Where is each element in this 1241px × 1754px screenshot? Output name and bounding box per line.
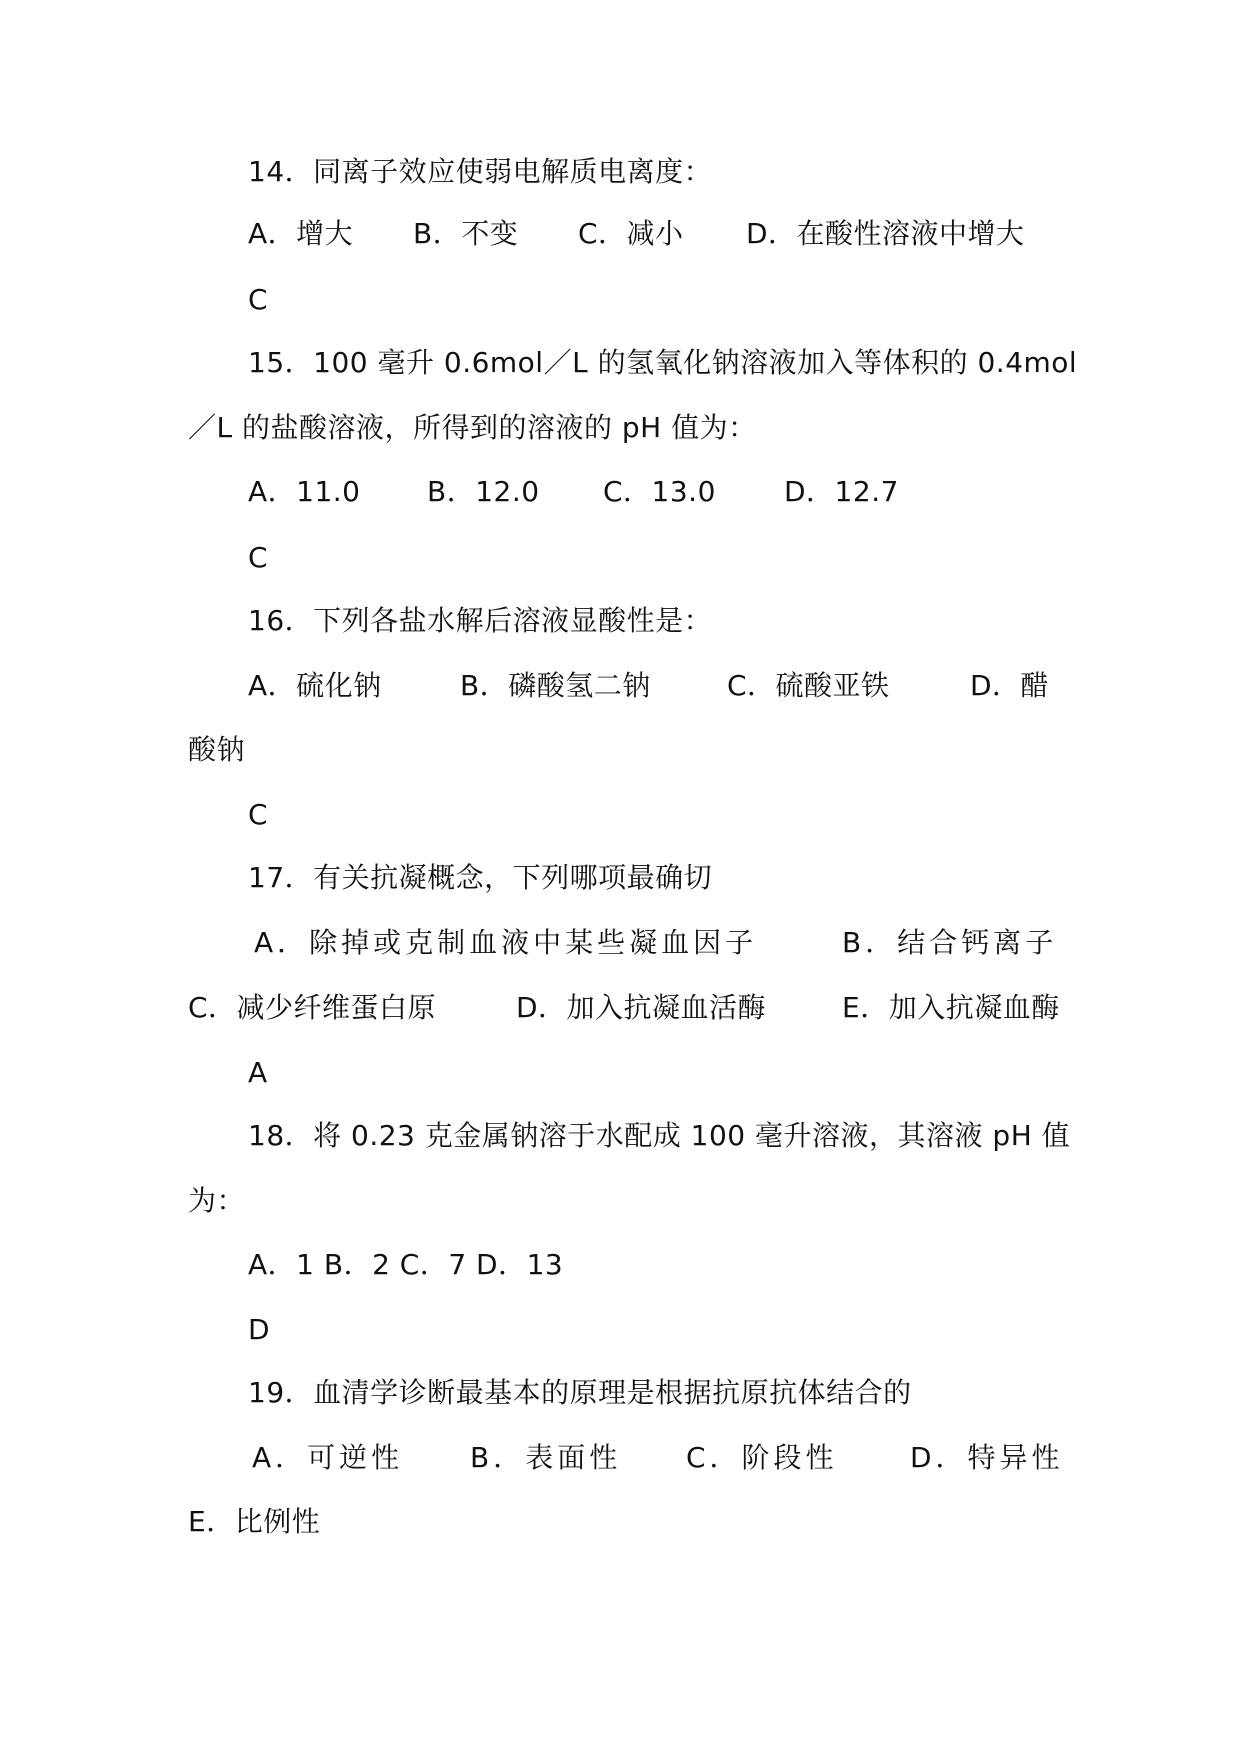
question-18-stem-line1: 18．将 0.23 克金属钠溶于水配成 100 毫升溶液，其溶液 pH 值 [248,1119,1071,1152]
question-19-option-a: A．可逆性 [252,1441,404,1474]
question-16-option-d: D．醋 [970,669,1050,702]
question-14-option-d: D．在酸性溶液中增大 [746,217,1025,250]
question-16-option-a: A．硫化钠 [248,669,382,702]
question-17-option-a: A．除掉或克制血液中某些凝血因子 [254,926,758,959]
question-15-option-d: D．12.7 [784,475,899,508]
question-16-option-b: B．磷酸氢二钠 [460,669,651,702]
question-16-option-c: C．硫酸亚铁 [727,669,890,702]
question-15-option-a: A．11.0 [248,475,361,508]
question-19-stem: 19．血清学诊断最基本的原理是根据抗原抗体结合的 [248,1376,912,1409]
question-17-option-c: C．减少纤维蛋白原 [188,991,437,1024]
question-14-answer: C [248,283,269,316]
question-18-answer: D [248,1313,271,1346]
question-15-stem-line1: 15．100 毫升 0.6mol／L 的氢氧化钠溶液加入等体积的 0.4mol [248,346,1078,379]
question-17-option-b: B．结合钙离子 [842,926,1058,959]
question-15-stem-line2: ／L 的盐酸溶液，所得到的溶液的 pH 值为： [188,411,757,444]
question-17-option-d: D．加入抗凝血活酶 [516,991,767,1024]
question-19-option-d: D．特异性 [910,1441,1064,1474]
question-18-stem-line2: 为： [188,1184,246,1217]
question-16-answer: C [248,798,269,831]
question-14-option-a: A．增大 [248,217,354,250]
question-17-answer: A [248,1056,268,1089]
question-17-option-e: E．加入抗凝血酶 [842,991,1060,1024]
question-14-option-b: B．不变 [413,217,519,250]
question-19-option-c: C．阶段性 [686,1441,838,1474]
question-14-stem: 14．同离子效应使弱电解质电离度： [248,155,713,188]
question-18-options: A．1 B．2 C．7 D．13 [248,1248,564,1281]
question-19-option-e-wrap: E．比例性 [188,1505,321,1538]
question-15-answer: C [248,541,269,574]
question-14-option-c: C．减小 [578,217,684,250]
question-15-option-b: B．12.0 [427,475,540,508]
question-16-option-d-wrap: 酸钠 [188,733,246,766]
question-17-stem: 17．有关抗凝概念，下列哪项最确切 [248,861,713,894]
question-16-stem: 16．下列各盐水解后溶液显酸性是： [248,604,713,637]
question-19-option-b: B．表面性 [470,1441,622,1474]
question-15-option-c: C．13.0 [603,475,716,508]
